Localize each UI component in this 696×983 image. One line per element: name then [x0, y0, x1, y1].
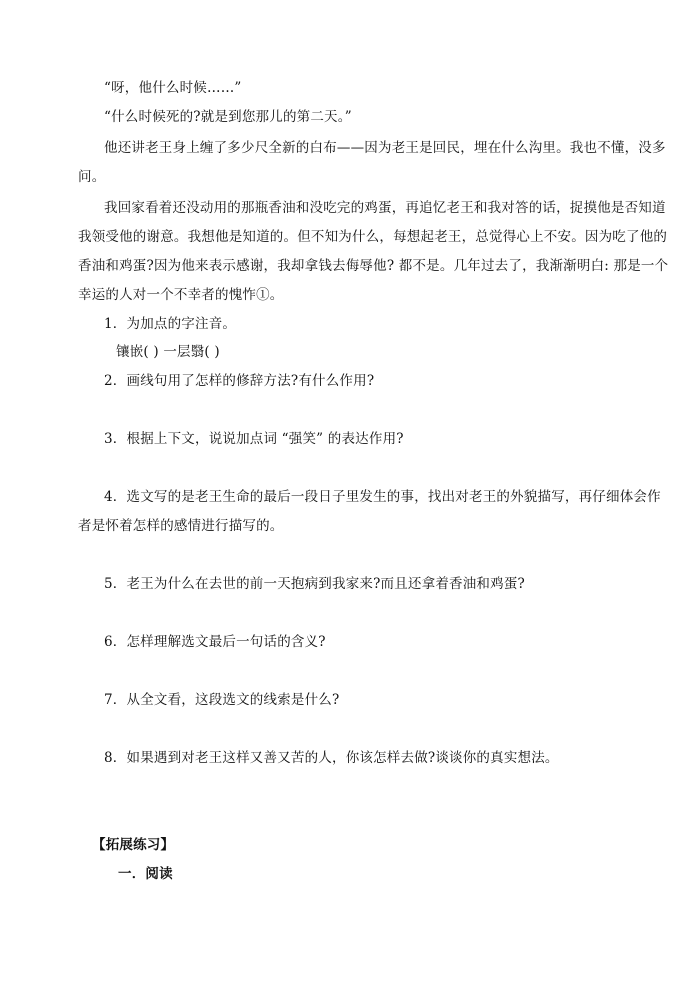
question-8: 8．如果遇到对老王这样又善又苦的人，你该怎样去做?谈谈你的真实想法。 [104, 750, 559, 766]
question-1-subitems: 镶嵌( ) 一层翳( ) [116, 344, 220, 360]
section-heading: 【拓展练习】 [92, 837, 175, 853]
passage-line-2: “什么时候死的?就是到您那儿的第二天。” [104, 109, 352, 125]
question-3: 3．根据上下文，说说加点词 “强笑” 的表达作用? [104, 431, 404, 447]
passage-line-1: “呀，他什么时候……” [104, 80, 242, 96]
section-subheading: 一．阅读 [118, 866, 173, 882]
passage-para3-line-2: 问。 [78, 169, 106, 185]
question-1: 1．为加点的字注音。 [104, 316, 237, 332]
question-4-line-1: 4．选文写的是老王生命的最后一段日子里发生的事，找出对老王的外貌描写，再仔细体会作 [104, 489, 661, 505]
question-2: 2．画线句用了怎样的修辞方法?有什么作用? [104, 373, 375, 389]
passage-para4-line-1: 我回家看着还没动用的那瓶香油和没吃完的鸡蛋，再追忆老王和我对答的话，捉摸他是否知道 [104, 200, 666, 216]
passage-para3-line-1: 他还讲老王身上缠了多少尺全新的白布——因为老王是回民，埋在什么沟里。我也不懂，没多 [104, 140, 666, 156]
passage-para4-line-2: 我领受他的谢意。我想他是知道的。但不知为什么，每想起老王，总觉得心上不安。因为吃了他的 [78, 229, 668, 245]
passage-para4-line-3: 香油和鸡蛋?因为他来表示感谢，我却拿钱去侮辱他? 都不是。几年过去了，我渐渐明白: 那是一个 [78, 258, 669, 274]
question-4-line-2: 者是怀着怎样的感情进行描写的。 [78, 518, 284, 534]
passage-para4-line-4: 幸运的人对一个不幸者的愧怍①。 [78, 287, 284, 303]
question-6: 6．怎样理解选文最后一句话的含义? [104, 634, 326, 650]
question-5: 5．老王为什么在去世的前一天抱病到我家来?而且还拿着香油和鸡蛋? [104, 576, 525, 592]
question-7: 7．从全文看，这段选文的线索是什么? [104, 692, 340, 708]
